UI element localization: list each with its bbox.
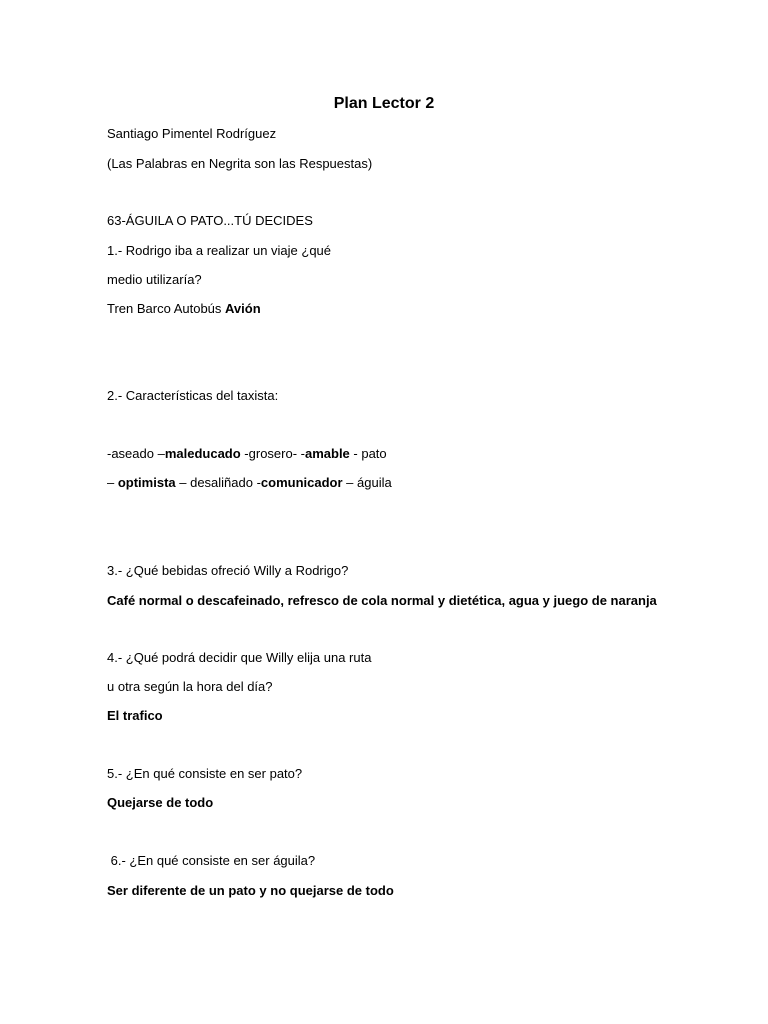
trait-answer: optimista <box>117 475 176 490</box>
trait-text: -aseado – <box>107 446 165 461</box>
question-5-answer: Quejarse de todo <box>107 795 214 810</box>
trait-answer: amable <box>304 446 350 461</box>
trait-text: – desaliñado - <box>175 475 261 490</box>
trait-text: – águila <box>342 475 392 490</box>
section-heading: 63-ÁGUILA O PATO...TÚ DECIDES <box>107 213 313 228</box>
question-6-answer: Ser diferente de un pato y no quejarse de todo <box>107 883 394 898</box>
trait-answer: comunicador <box>260 475 343 490</box>
trait-answer: maleducado <box>164 446 241 461</box>
question-2-traits-row-1 <box>107 446 387 462</box>
answer-note: (Las Palabras en Negrita son las Respuestas) <box>107 156 373 171</box>
question-1-line-1: 1.- Rodrigo iba a realizar un viaje ¿qué <box>107 243 332 258</box>
question-1-choices: Tren Barco Autobús <box>107 301 226 316</box>
question-3: 3.- ¿Qué bebidas ofreció Willy a Rodrigo? <box>107 563 349 578</box>
question-4-answer: El trafico <box>107 708 163 723</box>
author-name: Santiago Pimentel Rodríguez <box>107 126 277 141</box>
question-1-line-2: medio utilizaría? <box>107 272 202 287</box>
question-1-options <box>107 301 261 317</box>
question-4-line-2: u otra según la hora del día? <box>107 679 273 694</box>
question-5: 5.- ¿En qué consiste en ser pato? <box>107 766 303 781</box>
trait-text: – <box>107 475 118 490</box>
question-1-answer: Avión <box>225 301 261 316</box>
question-6: 6.- ¿En qué consiste en ser águila? <box>107 853 316 868</box>
question-2: 2.- Características del taxista: <box>107 388 279 403</box>
question-2-traits-row-2 <box>107 475 392 491</box>
question-3-answer: Café normal o descafeinado, refresco de cola normal y dietética, agua y juego de naranja <box>107 593 657 608</box>
question-4-line-1: 4.- ¿Qué podrá decidir que Willy elija una ruta <box>107 650 372 665</box>
trait-text: - pato <box>349 446 387 461</box>
trait-text: -grosero- - <box>240 446 305 461</box>
page-title: Plan Lector 2 <box>333 95 435 112</box>
